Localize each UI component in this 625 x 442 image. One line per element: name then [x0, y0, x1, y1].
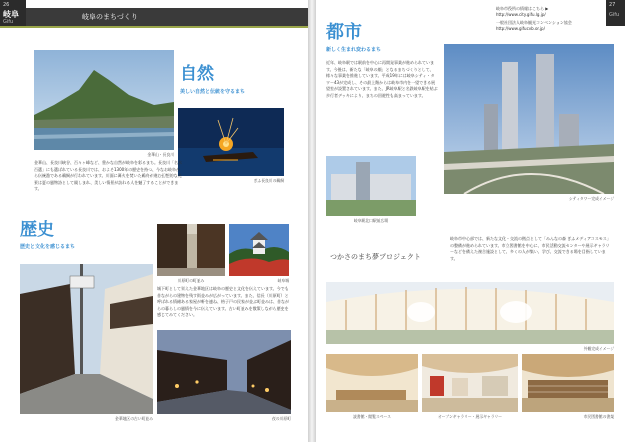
photo-ukai	[178, 108, 284, 176]
header-rule	[0, 26, 308, 28]
city-title: 都市	[326, 22, 362, 43]
photo-evening-street	[157, 330, 291, 414]
nature-title: 自然	[180, 64, 214, 84]
page-number: 26	[3, 2, 10, 8]
photo-gallery	[422, 354, 518, 412]
right-page	[316, 0, 625, 442]
caption-station-plaza: 岐阜駅北口駅前広場	[353, 218, 389, 223]
project-body: 岐阜市中心部では、新たな文化・交流の拠点として「みんなの森 ぎふメディアコスモス」の整備が進められています。市立図書館を中心に、市民活動交流センターや展示ギャラリーなどを備えた複合施設として、多くの人が集い、学び、交流できる場を目指しています。	[450, 236, 611, 261]
photo-old-street	[20, 264, 153, 414]
photo-project-exterior	[326, 282, 614, 344]
photo-city-tower	[444, 44, 614, 194]
project-title: つかさのまち夢プロジェクト	[330, 253, 421, 261]
caption-exterior: 外観完成イメージ	[583, 346, 614, 351]
city-body: 近年、岐阜駅では駅前を中心に再開発事業が進められています。今後は、新たな「岐阜の顔」となるまちづくりとして、様々な事業を推進しています。平成19年には岐阜シティ・タワー43が完成し、その最上階からは岐阜市内を一望できる展望室が設置されています。また、JR岐阜駅と名鉄岐阜駅を結ぶ歩行者デッキにより、まちの回遊性も高まっています。	[326, 60, 438, 98]
photo-station-plaza	[326, 156, 416, 216]
history-subtitle: 歴史と文化を感じるまち	[20, 244, 76, 250]
caption-ukai: ぎふ長良川の鵜飼	[253, 178, 284, 183]
book-gutter	[308, 0, 316, 442]
photo-kawaramachi	[157, 224, 225, 276]
photo-library-shelves	[522, 354, 614, 412]
contact-block	[496, 6, 606, 32]
caption-old-street: 金華地区の古い町並み	[115, 416, 153, 421]
tab-kanji: 岐阜	[3, 10, 19, 19]
caption-tower: シティタワー完成イメージ	[568, 196, 614, 201]
contact-line-1: 岐阜市役所の情報はこちら ▶	[496, 6, 549, 11]
page-header-title: 岐阜のまちづくり	[82, 13, 138, 21]
tab-english: Gifu	[3, 19, 14, 25]
section-tab	[0, 0, 26, 26]
left-page	[0, 0, 308, 442]
caption-evening: 夜の川原町	[272, 416, 291, 421]
section-tab-right	[606, 0, 625, 26]
photo-kinkazan-nagara	[34, 50, 174, 150]
nature-body: 金華山、長良川峡谷、百々ヶ峰など、豊かな自然が岐阜を彩るまち。長良川「名水百選」にも選ばれている長良川では、およそ1300年の歴史を持つ、今なお岐阜から伝統漁である鵜飼が行われています。川面に篝火を焚いた鵜舟が進む幻想的な光景は夏の風物詩として親しまれ、美しい情景が訪れる人を魅了することができます。	[34, 160, 182, 191]
page-header	[26, 8, 308, 26]
photo-gifu-castle	[229, 224, 289, 276]
caption-kinkazan: 金華山・長良川	[147, 152, 174, 157]
nature-subtitle: 美しい自然と伝統を守るまち	[180, 89, 246, 95]
contact-link-1[interactable]: http://www.city.gifu.lg.jp/	[496, 12, 546, 17]
city-subtitle: 新しく生まれ変わるまち	[326, 47, 382, 53]
caption-kawaramachi: 川原町の町並み	[177, 278, 205, 283]
caption-reading: 読書館・閲覧スペース	[353, 414, 391, 419]
page-number-right: 27	[609, 2, 616, 8]
history-body: 城下町として栄えた金華地区は岐阜の歴史と文化を伝えています。今でも昔ながらの建物を残す街並みが広がっています。また、信長（川原町）と呼ばれる情緒ある家屋が軒を連ね、格子戸の民家が並ぶ町並みは、昔ながらの暮らしの風情を今に伝えています。古い町並みを散策しながら歴史を感じてみてください。	[157, 286, 289, 317]
contact-link-2[interactable]: http://www.gifucvb.or.jp/	[496, 26, 545, 31]
contact-line-2: 一般社団法人岐阜観光コンベンション協会	[496, 20, 572, 25]
photo-reading-space	[326, 354, 418, 412]
history-title: 歴史	[20, 220, 54, 240]
tab-english-right: Gifu	[609, 12, 620, 18]
caption-castle: 岐阜城	[277, 278, 289, 283]
caption-library: 市民図書館の書架	[583, 414, 614, 419]
caption-gallery: オープンギャラリー・展示ギャラリー	[437, 414, 503, 419]
